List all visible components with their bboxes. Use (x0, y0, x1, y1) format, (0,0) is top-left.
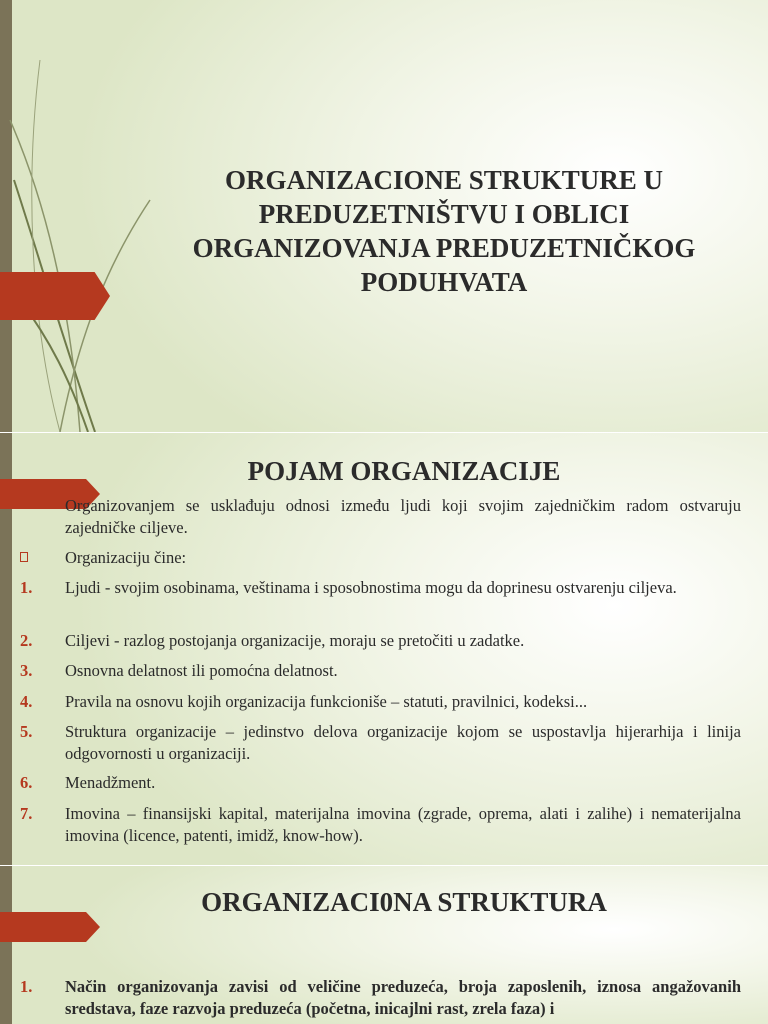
slide-title: POJAM ORGANIZACIJE (247, 456, 561, 486)
arrow-tab (0, 272, 110, 320)
list-item: Ljudi - svojim osobinama, veštinama i sposobnostima mogu da doprinesu ostvarenju ciljeva. (65, 578, 677, 597)
sub-heading: Organizaciju čine: (65, 548, 187, 567)
list-item: Menadžment. (65, 773, 156, 792)
list-item: Način organizovanja zavisi od veličine preduzeća, broja zaposlenih, iznosa angažovanih sredstava, faze razvoja preduzeća (početna, inicajlni rast, zrela faza) i (65, 977, 741, 1018)
bullet-icon (20, 552, 28, 562)
list-number: 1. (20, 977, 33, 996)
list-item: Imovina – finansijski kapital, materijalna imovina (zgrade, oprema, alati i zalihe) i nematerijalna imovina (licence, patenti, imidž, know-how). (65, 804, 741, 845)
slide-3 (0, 866, 768, 1024)
list-item: Ciljevi - razlog postojanja organizacije, moraju se pretočiti u zadatke. (65, 631, 525, 650)
slide-title: ORGANIZACIONE STRUKTURE U PREDUZETNIŠTVU I OBLICI ORGANIZOVANJA PREDUZETNIČKOG PODUHVATA (192, 165, 696, 297)
list-item: Struktura organizacije – jedinstvo delova organizacije kojom se uspostavlja hijerarhija i linija odgovornosti u organizaciji. (65, 722, 741, 763)
list-item: Pravila na osnovu kojih organizacija funkcioniše – statuti, pravilnici, kodeksi... (65, 692, 588, 711)
slide-title: ORGANIZACI0NA STRUKTURA (201, 887, 607, 917)
intro-paragraph: Organizovanjem se usklađuju odnosi između ljudi koji svojim zajedničkim radom ostvaruju zajedničke ciljeve. (65, 496, 741, 537)
list-number: 5. (20, 722, 33, 741)
list-number: 7. (20, 804, 33, 823)
slide-1 (0, 0, 768, 432)
slide-2 (0, 433, 768, 865)
list-number: 2. (20, 631, 33, 650)
list-number: 3. (20, 661, 33, 680)
decorative-curves (0, 0, 160, 432)
list-number: 4. (20, 692, 33, 711)
list-number: 1. (20, 578, 33, 597)
left-bar (0, 866, 12, 1024)
list-item: Osnovna delatnost ili pomoćna delatnost. (65, 661, 338, 680)
list-number: 6. (20, 773, 33, 792)
